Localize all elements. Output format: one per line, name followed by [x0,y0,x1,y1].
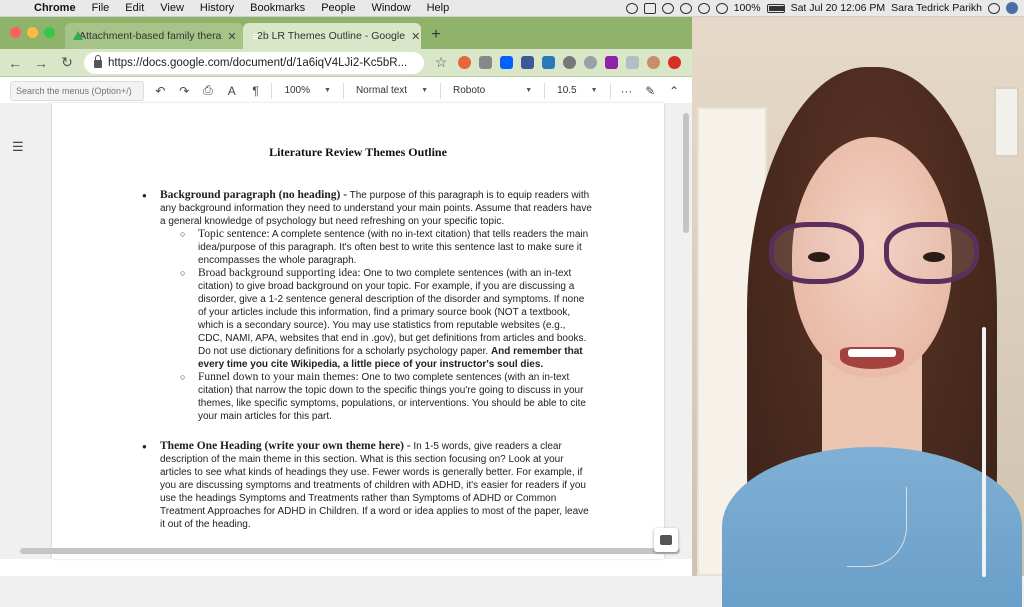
zoom-value: 100% [284,85,311,96]
editing-mode-icon[interactable]: ✎ [645,83,656,98]
toolbar-divider [271,83,272,99]
style-value: Normal text [355,85,408,96]
menu-view[interactable]: View [160,2,184,14]
volume-icon[interactable] [716,3,728,14]
user-name[interactable]: Sara Tedrick Parikh [891,2,982,14]
wifi-icon[interactable] [698,3,710,14]
eye [808,252,830,262]
presenter-mouth [840,347,904,369]
section-text: In 1-5 words, give readers a clear description of the main theme in this section. What is this section focusing on? Look at your articles to see what kinds of headings they use. Fewer words is generally better. For example, if you are discussing symptoms and treatments of children with ADHD, it's easier for readers if you use the headings Symptoms and Treatments rather than Symptoms of ADHD or Common Treatment Approaches for ADHD in Children. If a word or idea applies to most of the paper, leave it out of the heading. [160,441,589,530]
menu-edit[interactable]: Edit [125,2,145,14]
forward-icon[interactable]: → [34,54,48,71]
docs-toolbar [0,77,692,105]
menu-history[interactable]: History [199,2,235,14]
lock-icon [94,60,102,68]
subbullet-heading: Topic sentence: [198,228,270,240]
style-dropdown[interactable] [352,85,432,96]
zoom-dropdown[interactable] [280,85,335,96]
glasses-lens-left [769,222,864,284]
subbullet-text: One to two complete sentences (with an in-text citation) that narrow the topic down to the specific things you're going to discuss in your themes, like specific symptoms, populations, or interventions. You should be able to cite your main articles for this part. [198,372,586,422]
battery-icon[interactable] [767,4,785,13]
more-options-button[interactable]: ··· [620,83,633,98]
font-dropdown[interactable] [449,85,536,96]
close-tab-icon[interactable]: ✕ [227,30,237,43]
paragraph-gap [142,423,592,440]
tab-strip [0,17,692,49]
bullet-theme-one [142,440,592,531]
dropbox-extension-icon[interactable] [500,56,513,69]
subbullet-heading: Broad background supporting idea: [198,267,361,279]
extension-icon[interactable] [626,56,639,69]
address-bar-row [0,49,692,77]
horizontal-scrollbar[interactable] [20,548,680,554]
tab-title: Attachment-based family thera [79,30,222,42]
update-icon[interactable] [668,56,681,69]
tab-attachment-family[interactable] [65,23,243,49]
menu-app-name[interactable]: Chrome [34,2,76,14]
eye [923,252,945,262]
new-tab-button[interactable]: + [431,26,441,43]
paint-format-icon[interactable]: ¶ [252,83,259,98]
toolbar-divider [610,83,611,99]
section-heading: Theme One Heading (write your own theme here) - [160,440,411,452]
menu-bookmarks[interactable]: Bookmarks [250,2,306,14]
subbullet-bold-text: And remember that every time you cite Wikipedia, a little piece of your instructor's soul dies. [198,346,583,370]
menu-people[interactable]: People [321,2,356,14]
document-page[interactable] [52,103,664,559]
dropbox-icon[interactable] [644,3,656,14]
clock[interactable]: Sat Jul 20 12:06 PM [790,2,886,14]
vertical-scrollbar[interactable] [683,113,689,233]
comment-icon [660,535,672,545]
font-value: Roboto [452,85,486,96]
earphone-cable [982,327,986,577]
battery-percent: 100% [733,2,761,14]
back-icon[interactable]: ← [8,54,22,71]
search-menus-input[interactable] [10,81,144,101]
glasses-lens-right [884,222,979,284]
menu-help[interactable]: Help [426,2,450,14]
subbullet-text: A complete sentence (with no in-text citation) that tells readers the main idea/purpose of this paragraph. It's often best to write this sentence last to make sure it encompasses the whole paragraph. [198,229,589,266]
tab-lr-themes[interactable] [243,23,421,49]
timemachine-icon[interactable] [662,3,674,14]
tab-title: 2b LR Themes Outline - Google [257,30,406,42]
section-heading: Background paragraph (no heading) - [160,189,348,201]
subbullet-funnel-down [180,371,592,423]
close-tab-icon[interactable]: ✕ [411,30,421,43]
minimize-window-button[interactable] [27,27,38,38]
background-picture-frame [994,87,1019,157]
chevron-down-icon: ▼ [324,87,331,94]
macos-menubar [0,0,1024,17]
document-title: Literature Review Themes Outline [269,145,447,159]
subbullet-topic-sentence [180,228,592,267]
toolbar-divider [440,83,441,99]
bluetooth-icon[interactable] [680,3,692,14]
window-controls [0,27,65,49]
document-workspace [0,103,692,559]
document-body[interactable] [142,189,592,531]
siri-icon[interactable] [1006,2,1018,14]
spotlight-icon[interactable] [988,3,1000,14]
redo-icon[interactable]: ↷ [179,83,190,98]
url-text: https://docs.google.com/document/d/1a6iqV4LJi2-Kc5bR... [108,56,408,69]
bullet-background-paragraph [142,189,592,228]
chevron-down-icon: ▼ [421,87,428,94]
spellcheck-icon[interactable]: A [227,83,236,98]
zoom-window-button[interactable] [44,27,55,38]
record-icon[interactable] [626,3,638,14]
bookmark-star-icon[interactable]: ☆ [434,54,448,70]
webcam-video [692,17,1024,576]
document-outline-icon[interactable]: ☰ [12,139,24,154]
subbullet-broad-background [180,267,592,371]
extension-icon[interactable] [563,56,576,69]
collapse-menu-icon[interactable]: ⌃ [669,83,680,98]
extension-icon[interactable] [479,56,492,69]
toolbar-divider [343,83,344,99]
extension-icon[interactable] [542,56,555,69]
font-size-dropdown[interactable] [553,85,601,96]
font-size-value: 10.5 [557,85,577,96]
menu-file[interactable]: File [91,2,110,14]
chevron-down-icon: ▼ [525,87,533,94]
extension-icon[interactable] [521,56,534,69]
section-text: The purpose of this paragraph is to equip readers with any background information they need to understand your main points. Assume that readers have a general knowledge of psychology but need refreshing on your specific topic. [160,190,592,227]
print-icon[interactable]: ⎙ [203,83,213,97]
menu-window[interactable]: Window [371,2,411,14]
toolbar-divider [544,83,545,99]
status-area [626,2,1024,14]
presenter-glasses [769,222,979,292]
subbullet-heading: Funnel down to your main themes: [198,371,359,383]
explore-button[interactable] [654,528,678,552]
url-field[interactable] [84,52,424,74]
reload-icon[interactable]: ↻ [61,54,73,70]
undo-icon[interactable]: ↶ [155,83,166,98]
subbullet-text: One to two complete sentences (with an in-text citation) to give broad background on your topic. For example, if you are discussing a disorder, give a 1-2 sentence general description of the disorder and symptoms. If none of your articles include this information, find a primary source book (NOT a textbook, which is a secondary source). You may use statistics from reputable websites (e.g., CDC, NAMI, APA, websites that end in .gov), but get definitions from articles and books. Do not use dictionary definitions for a scholarly psychology paper. [198,268,587,357]
profile-avatar[interactable] [647,56,660,69]
extension-icon[interactable] [584,56,597,69]
close-window-button[interactable] [10,27,21,38]
extension-icon[interactable] [605,56,618,69]
extension-icon[interactable] [458,56,471,69]
chevron-down-icon: ▼ [590,87,598,94]
